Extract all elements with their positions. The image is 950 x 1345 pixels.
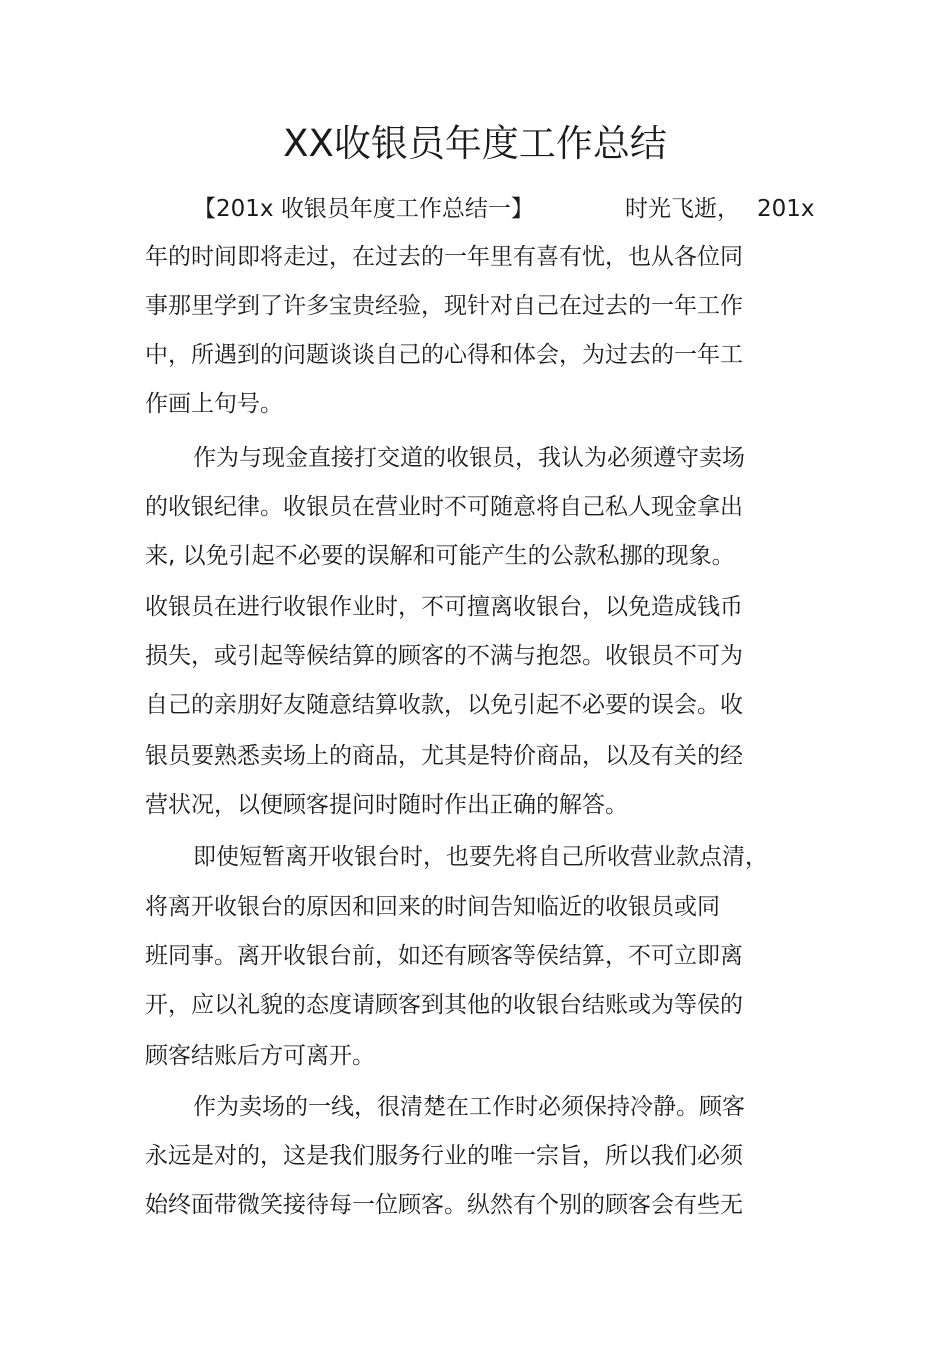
intro-text-a: 时光飞逝， xyxy=(625,196,740,222)
paragraph-line: 作为与现金直接打交道的收银员，我认为必须遵守卖场 xyxy=(193,445,745,471)
paragraph-line: 事那里学到了许多宝贵经验，现针对自己在过去的一年工作 xyxy=(145,293,743,319)
paragraph-line: 来, 以免引起不必要的误解和可能产生的公款私挪的现象。 xyxy=(145,543,735,569)
paragraph-line: 的收银纪律。收银员在营业时不可随意将自己私人现金拿出 xyxy=(145,494,743,520)
paragraph-line: 即使短暂离开收银台时，也要先将自己所收营业款点清， xyxy=(193,844,768,870)
section-heading-line xyxy=(193,194,815,224)
paragraph-line: 损失，或引起等候结算的顾客的不满与抱怨。收银员不可为 xyxy=(145,643,743,669)
paragraph-line: 开，应以礼貌的态度请顾客到其他的收银台结账或为等侯的 xyxy=(145,992,743,1018)
section-heading: 【201x 收银员年度工作总结一】 xyxy=(193,196,534,222)
paragraph-line: 中，所遇到的问题谈谈自己的心得和体会，为过去的一年工 xyxy=(145,342,743,368)
paragraph-line: 银员要熟悉卖场上的商品，尤其是特价商品，以及有关的经 xyxy=(145,743,743,769)
paragraph-line: 收银员在进行收银作业时，不可擅离收银台，以免造成钱币 xyxy=(145,594,743,620)
paragraph-line: 营状况，以便顾客提问时随时作出正确的解答。 xyxy=(145,792,628,818)
paragraph-line: 始终面带微笑接待每一位顾客。纵然有个别的顾客会有些无 xyxy=(145,1192,743,1218)
intro-text-b: 201x xyxy=(757,196,815,222)
paragraph-line: 作画上句号。 xyxy=(145,391,283,417)
paragraph-line: 自己的亲朋好友随意结算收款，以免引起不必要的误会。收 xyxy=(145,692,743,718)
paragraph-line: 顾客结账后方可离开。 xyxy=(145,1043,375,1069)
paragraph-line: 将离开收银台的原因和回来的时间告知临近的收银员或同 xyxy=(145,894,720,920)
paragraph-line: 永远是对的，这是我们服务行业的唯一宗旨，所以我们必须 xyxy=(145,1143,743,1169)
paragraph-line: 班同事。离开收银台前，如还有顾客等侯结算，不可立即离 xyxy=(145,943,743,969)
document-title: XX收银员年度工作总结 xyxy=(283,122,667,165)
paragraph-line: 年的时间即将走过，在过去的一年里有喜有忧，也从各位同 xyxy=(145,244,743,270)
paragraph-line: 作为卖场的一线，很清楚在工作时必须保持冷静。顾客 xyxy=(193,1094,745,1120)
